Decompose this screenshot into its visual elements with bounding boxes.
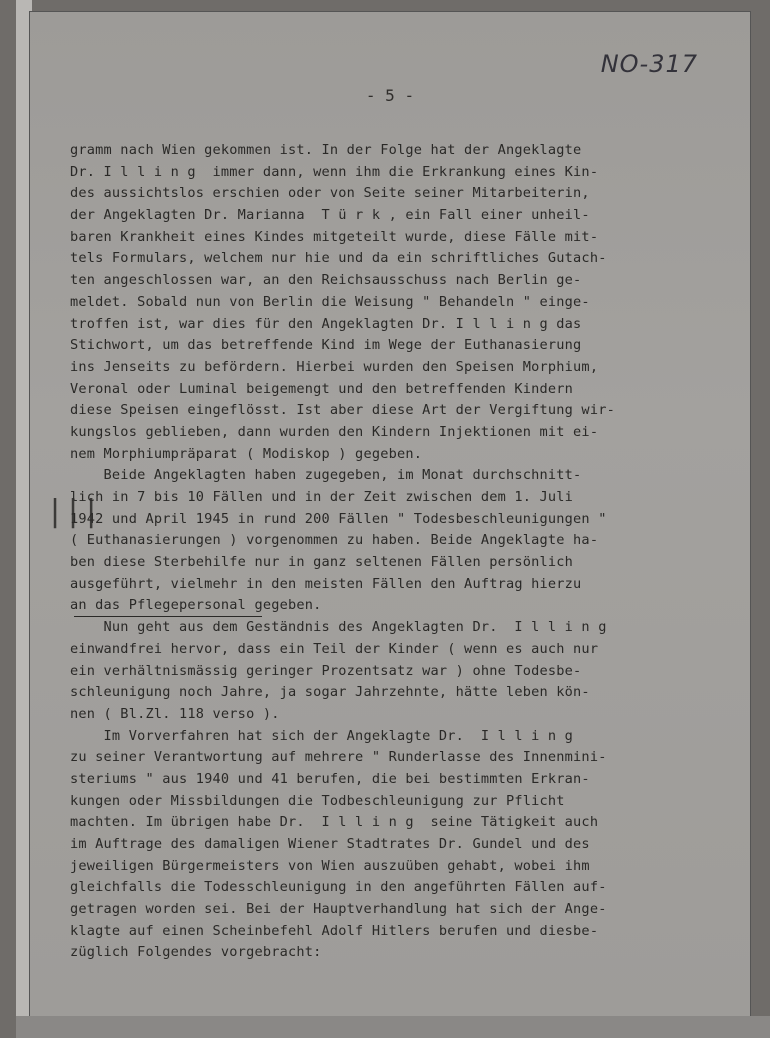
text-line: 1942 und April 1945 in rund 200 Fällen " Todesbeschleunigungen " xyxy=(70,510,607,527)
text-line: an das Pflegepersonal gegeben. xyxy=(70,597,322,614)
text-line: Dr. I l l i n g immer dann, wenn ihm die Erkrankung eines Kin- xyxy=(70,163,599,180)
text-line: gleichfalls die Todesschleunigung in den angeführten Fällen auf- xyxy=(70,879,607,896)
text-line: Im Vorverfahren hat sich der Angeklagte Dr. I l l i n g xyxy=(70,727,574,744)
text-line: meldet. Sobald nun von Berlin die Weisung " Behandeln " einge- xyxy=(70,293,590,310)
text-line: steriums " aus 1940 und 41 berufen, die bei bestimmten Erkran- xyxy=(70,770,590,787)
text-line: diese Speisen eingeflösst. Ist aber diese Art der Vergiftung wir- xyxy=(70,402,615,419)
text-line: nem Morphiumpräparat ( Modiskop ) gegeben. xyxy=(70,445,423,462)
margin-annotation: ||| xyxy=(46,494,101,529)
text-line: ten angeschlossen war, an den Reichsausschuss nach Berlin ge- xyxy=(70,272,582,289)
text-line: kungen oder Missbildungen die Todbeschleunigung zur Pflicht xyxy=(70,792,565,809)
text-line: ( Euthanasierungen ) vorgenommen zu haben. Beide Angeklagte ha- xyxy=(70,532,599,549)
text-line: machten. Im übrigen habe Dr. I l l i n g seine Tätigkeit auch xyxy=(70,814,599,831)
document-page xyxy=(30,12,750,1022)
text-line: jeweiligen Bürgermeisters von Wien auszuüben gehabt, wobei ihm xyxy=(70,857,590,874)
text-line: klagte auf einen Scheinbefehl Adolf Hitlers berufen und diesbe- xyxy=(70,922,599,939)
text-line: baren Krankheit eines Kindes mitgeteilt wurde, diese Fälle mit- xyxy=(70,228,599,245)
text-line: tels Formulars, welchem nur hie und da ein schriftliches Gutach- xyxy=(70,250,607,267)
text-line: Nun geht aus dem Geständnis des Angeklagten Dr. I l l i n g xyxy=(70,619,607,636)
archive-mark: NO-317 xyxy=(600,50,698,78)
text-line: der Angeklagten Dr. Marianna T ü r k , ein Fall einer unheil- xyxy=(70,207,590,224)
text-line: ben diese Sterbehilfe nur in ganz seltenen Fällen persönlich xyxy=(70,554,574,571)
text-line: lich in 7 bis 10 Fällen und in der Zeit zwischen dem 1. Juli xyxy=(70,489,574,505)
text-line: einwandfrei hervor, dass ein Teil der Kinder ( wenn es auch nur xyxy=(70,640,599,657)
handwritten-underline xyxy=(74,616,262,617)
text-line: Veronal oder Luminal beigemengt und den betreffenden Kindern xyxy=(70,380,574,397)
text-line: im Auftrage des damaligen Wiener Stadtrates Dr. Gundel und des xyxy=(70,836,590,852)
text-line: züglich Folgendes vorgebracht: xyxy=(70,944,322,961)
text-line: getragen worden sei. Bei der Hauptverhandlung hat sich der Ange- xyxy=(70,901,607,918)
text-line: troffen ist, war dies für den Angeklagten Dr. I l l i n g das xyxy=(70,315,582,332)
text-line: zu seiner Verantwortung auf mehrere " Runderlasse des Innenmini- xyxy=(70,749,607,766)
text-line: gramm nach Wien gekommen ist. In der Folge hat der Angeklagte xyxy=(70,142,582,158)
text-line: schleunigung noch Jahre, ja sogar Jahrzehnte, hätte leben kön- xyxy=(70,684,590,701)
text-line: des aussichtslos erschien oder von Seite seiner Mitarbeiterin, xyxy=(70,185,590,202)
text-line: ins Jenseits zu befördern. Hierbei wurden den Speisen Morphium, xyxy=(70,358,599,375)
scan-bottom-strip xyxy=(16,1016,770,1038)
text-line: Beide Angeklagten haben zugegeben, im Monat durchschnitt- xyxy=(70,467,582,484)
body-text xyxy=(70,140,710,964)
text-line: ein verhältnismässig geringer Prozentsatz war ) ohne Todesbe- xyxy=(70,662,582,679)
text-line: Stichwort, um das betreffende Kind im Wege der Euthanasierung xyxy=(70,337,582,354)
page-number: - 5 - xyxy=(365,86,415,105)
text-line: ausgeführt, vielmehr in den meisten Fällen den Auftrag hierzu xyxy=(70,575,582,592)
text-line: nen ( Bl.Zl. 118 verso ). xyxy=(70,705,280,722)
text-line: kungslos geblieben, dann wurden den Kindern Injektionen mit ei- xyxy=(70,423,599,440)
